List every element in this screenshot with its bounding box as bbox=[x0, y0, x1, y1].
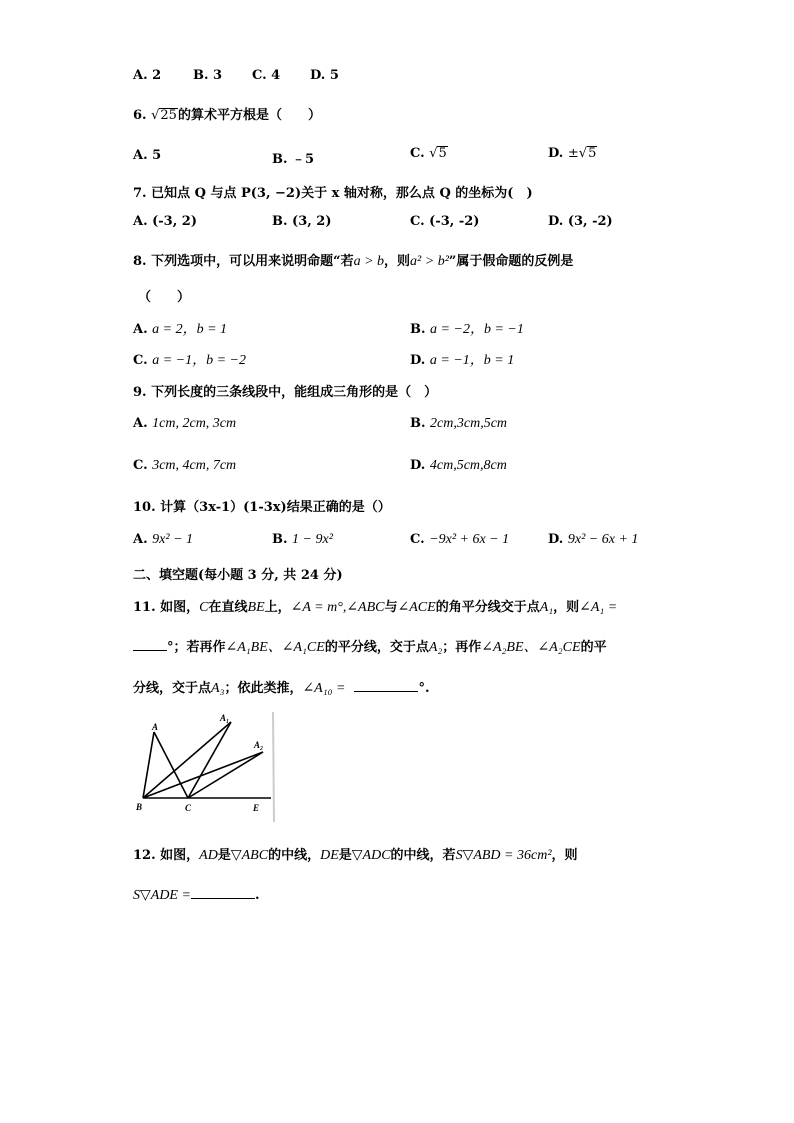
q7-option-d: D. (3, -2) bbox=[548, 214, 613, 229]
question-11-line1: 11. 如图，C在直线BE上，∠A = m°,∠ABC与∠ACE的角平分线交于点A₁，则∠A₁ = bbox=[133, 600, 618, 615]
q8-option-c: C. a = −1，b = −2 bbox=[133, 353, 246, 368]
q9-option-c: C. 3cm, 4cm, 7cm bbox=[133, 458, 237, 473]
q6-option-c: C. √5 bbox=[410, 146, 447, 161]
q8-option-b: B. a = −2，b = −1 bbox=[410, 322, 524, 337]
q7-option-a: A. (-3, 2) bbox=[133, 214, 197, 229]
answer-blank-2 bbox=[354, 679, 418, 692]
label-a: A bbox=[152, 722, 159, 732]
label-e: E bbox=[253, 803, 260, 813]
section-heading: 二、填空题(每小题 3 分, 共 24 分) bbox=[133, 568, 343, 583]
q10-option-c: C. −9x² + 6x − 1 bbox=[410, 532, 510, 547]
q10-option-b: B. 1 − 9x² bbox=[272, 532, 333, 547]
label-c: C bbox=[185, 803, 192, 813]
scan-edge bbox=[273, 712, 274, 822]
geometry-figure bbox=[133, 712, 278, 824]
question-11-line2: °；若再作∠A₁BE、∠A₁CE的平分线，交于点A₂；再作∠A₂BE、∠A₂CE的平 bbox=[133, 636, 607, 656]
q6-option-a: A. 5 bbox=[133, 148, 162, 163]
option-b: B. 3 bbox=[193, 68, 223, 83]
q9-option-a: A. 1cm, 2cm, 3cm bbox=[133, 416, 237, 431]
question-8: 8. 下列选项中，可以用来说明命题“若a > b，则a² > b²”属于假命题的反例是 bbox=[133, 254, 574, 269]
q10-option-d: D. 9x² − 6x + 1 bbox=[548, 532, 639, 547]
q8-option-d: D. a = −1，b = 1 bbox=[410, 353, 515, 368]
question-8-paren: （ ） bbox=[138, 290, 191, 305]
label-b: B bbox=[136, 802, 143, 812]
question-6: 6. √25的算术平方根是（ ） bbox=[133, 108, 321, 123]
question-9: 9. 下列长度的三条线段中，能组成三角形的是（ ） bbox=[133, 385, 438, 400]
question-12-line2: S▽ADE = . bbox=[133, 888, 260, 903]
label-a1: A₁ bbox=[220, 713, 230, 723]
q8-option-a: A. a = 2，b = 1 bbox=[133, 322, 228, 337]
q6-option-b: B. ﹣5 bbox=[272, 152, 315, 167]
q9-option-d: D. 4cm,5cm,8cm bbox=[410, 458, 507, 473]
q7-option-b: B. (3, 2) bbox=[272, 214, 332, 229]
q10-option-a: A. 9x² − 1 bbox=[133, 532, 194, 547]
q7-option-c: C. (-3, -2) bbox=[410, 214, 480, 229]
option-a: A. 2 bbox=[133, 68, 162, 83]
answer-blank-3 bbox=[191, 886, 255, 899]
option-d: D. 5 bbox=[310, 68, 339, 83]
label-a2: A₂ bbox=[254, 740, 264, 750]
question-12-line1: 12. 如图，AD是▽ABC的中线，DE是▽ADC的中线，若S▽ABD = 36cm²，则 bbox=[133, 848, 578, 863]
q6-option-d: D. ±√5 bbox=[548, 146, 597, 161]
question-7: 7. 已知点 Q 与点 P(3, −2)关于 x 轴对称，那么点 Q 的坐标为( ) bbox=[133, 186, 533, 201]
answer-blank-1 bbox=[133, 638, 167, 651]
question-10: 10. 计算（3x-1）(1-3x)结果正确的是（） bbox=[133, 500, 391, 515]
q9-option-b: B. 2cm,3cm,5cm bbox=[410, 416, 508, 431]
option-c: C. 4 bbox=[252, 68, 281, 83]
question-11-line3: 分线，交于点A₃；依此类推，∠A₁₀ = °. bbox=[133, 681, 430, 696]
